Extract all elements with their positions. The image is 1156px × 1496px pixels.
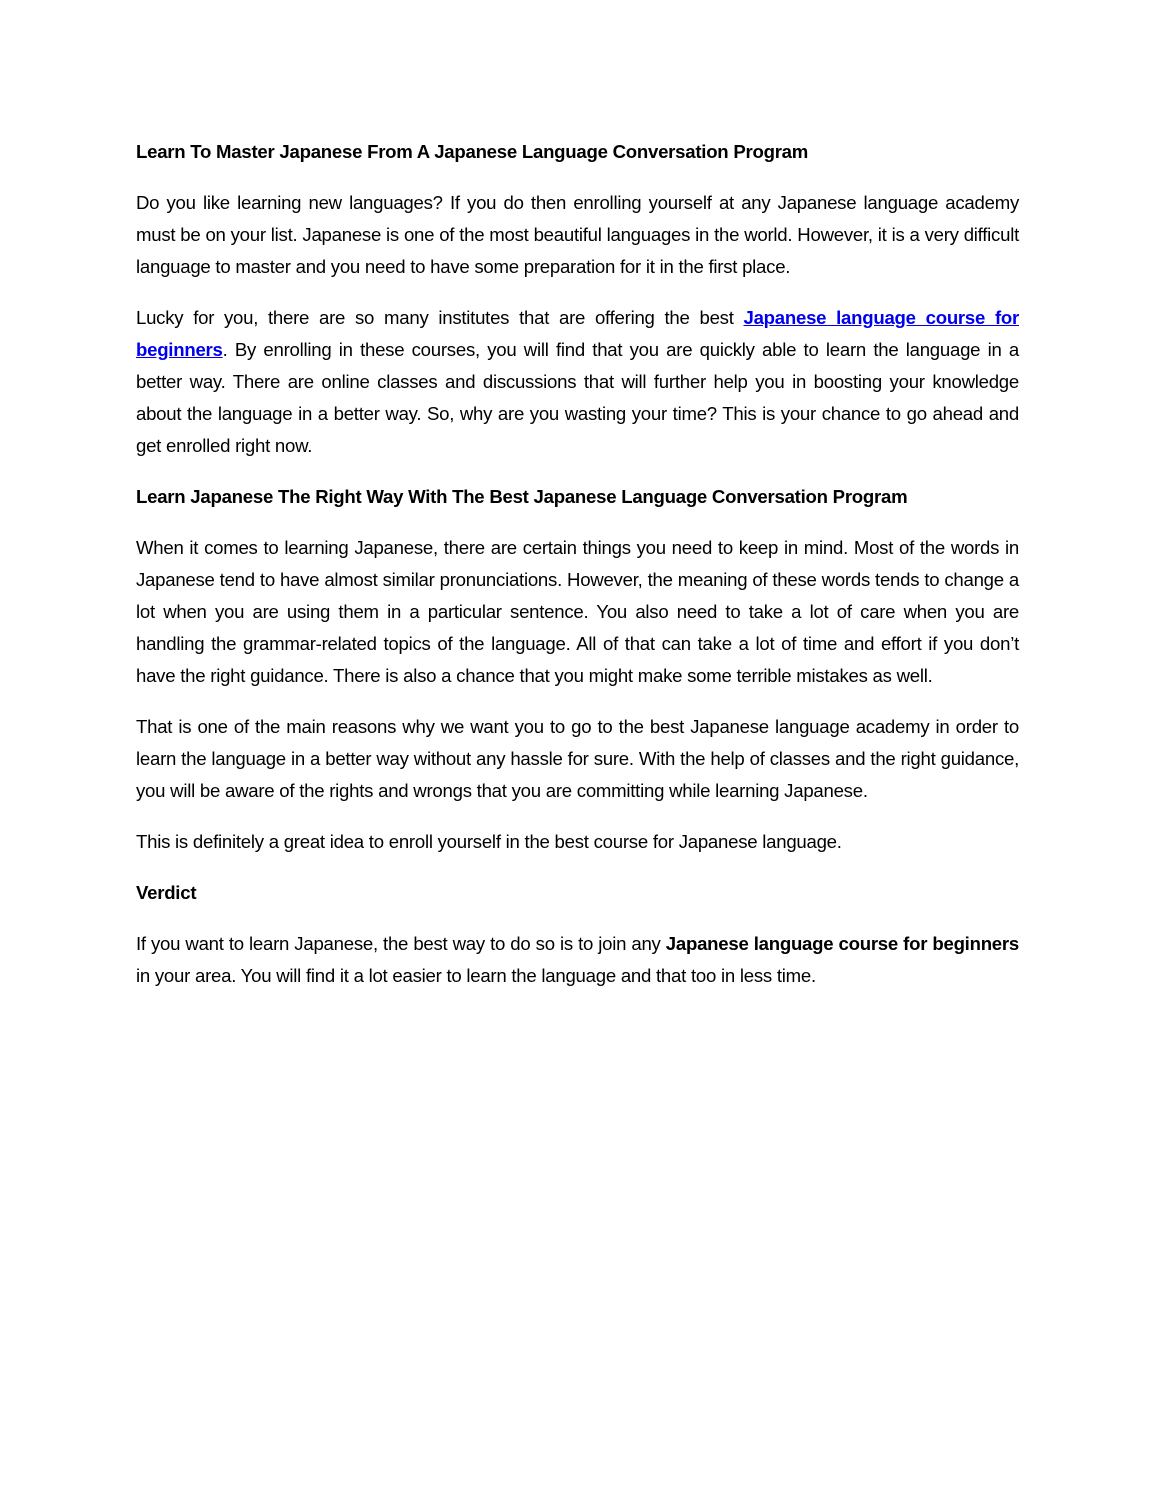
heading-master-japanese: Learn To Master Japanese From A Japanese Language Conversation Program — [136, 141, 809, 162]
heading-verdict: Verdict — [136, 882, 197, 903]
paragraph-great-idea: This is definitely a great idea to enroll yourself in the best course for Japanese language. — [136, 831, 842, 852]
text: . By enrolling in these courses, you will find that you are quickly able to learn the language in a better way. There are online classes and discussions that will further help you in boosting your knowledge about the language in a better way. So, why are you wasting your time? This is your chance to go ahead and get enrolled right now. — [136, 339, 1019, 456]
text: in your area. You will find it a lot easier to learn the language and that too in less time. — [136, 965, 816, 986]
paragraph-institutes — [136, 302, 1019, 462]
paragraph-learning-tips: When it comes to learning Japanese, there are certain things you need to keep in mind. Most of the words in Japanese tend to have almost similar pronunciations. However, the meaning of these words tends to change a lot when you are using them in a particular sentence. You also need to take a lot of care when you are handling the grammar-related topics of the language. All of that can take a lot of time and effort if you don’t have the right guidance. There is also a chance that you might make some terrible mistakes as well. — [136, 537, 1019, 686]
document-page — [136, 136, 1019, 1011]
paragraph-verdict — [136, 928, 1019, 992]
paragraph-academy: That is one of the main reasons why we want you to go to the best Japanese language academy in order to learn the language in a better way without any hassle for sure. With the help of classes and the right guidance, you will be aware of the rights and wrongs that you are committing while learning Japanese. — [136, 716, 1019, 801]
course-link[interactable]: Japanese language course for beginners — [136, 307, 1019, 360]
bold-course-text: Japanese language course for beginners — [665, 933, 1019, 954]
text: Lucky for you, there are so many institutes that are offering the best — [136, 307, 744, 328]
paragraph-intro: Do you like learning new languages? If you do then enrolling yourself at any Japanese language academy must be on your list. Japanese is one of the most beautiful languages in the world. However, it is a very difficult language to master and you need to have some preparation for it in the first place. — [136, 192, 1019, 277]
text: If you want to learn Japanese, the best way to do so is to join any — [136, 933, 666, 954]
heading-right-way: Learn Japanese The Right Way With The Best Japanese Language Conversation Program — [136, 486, 908, 507]
